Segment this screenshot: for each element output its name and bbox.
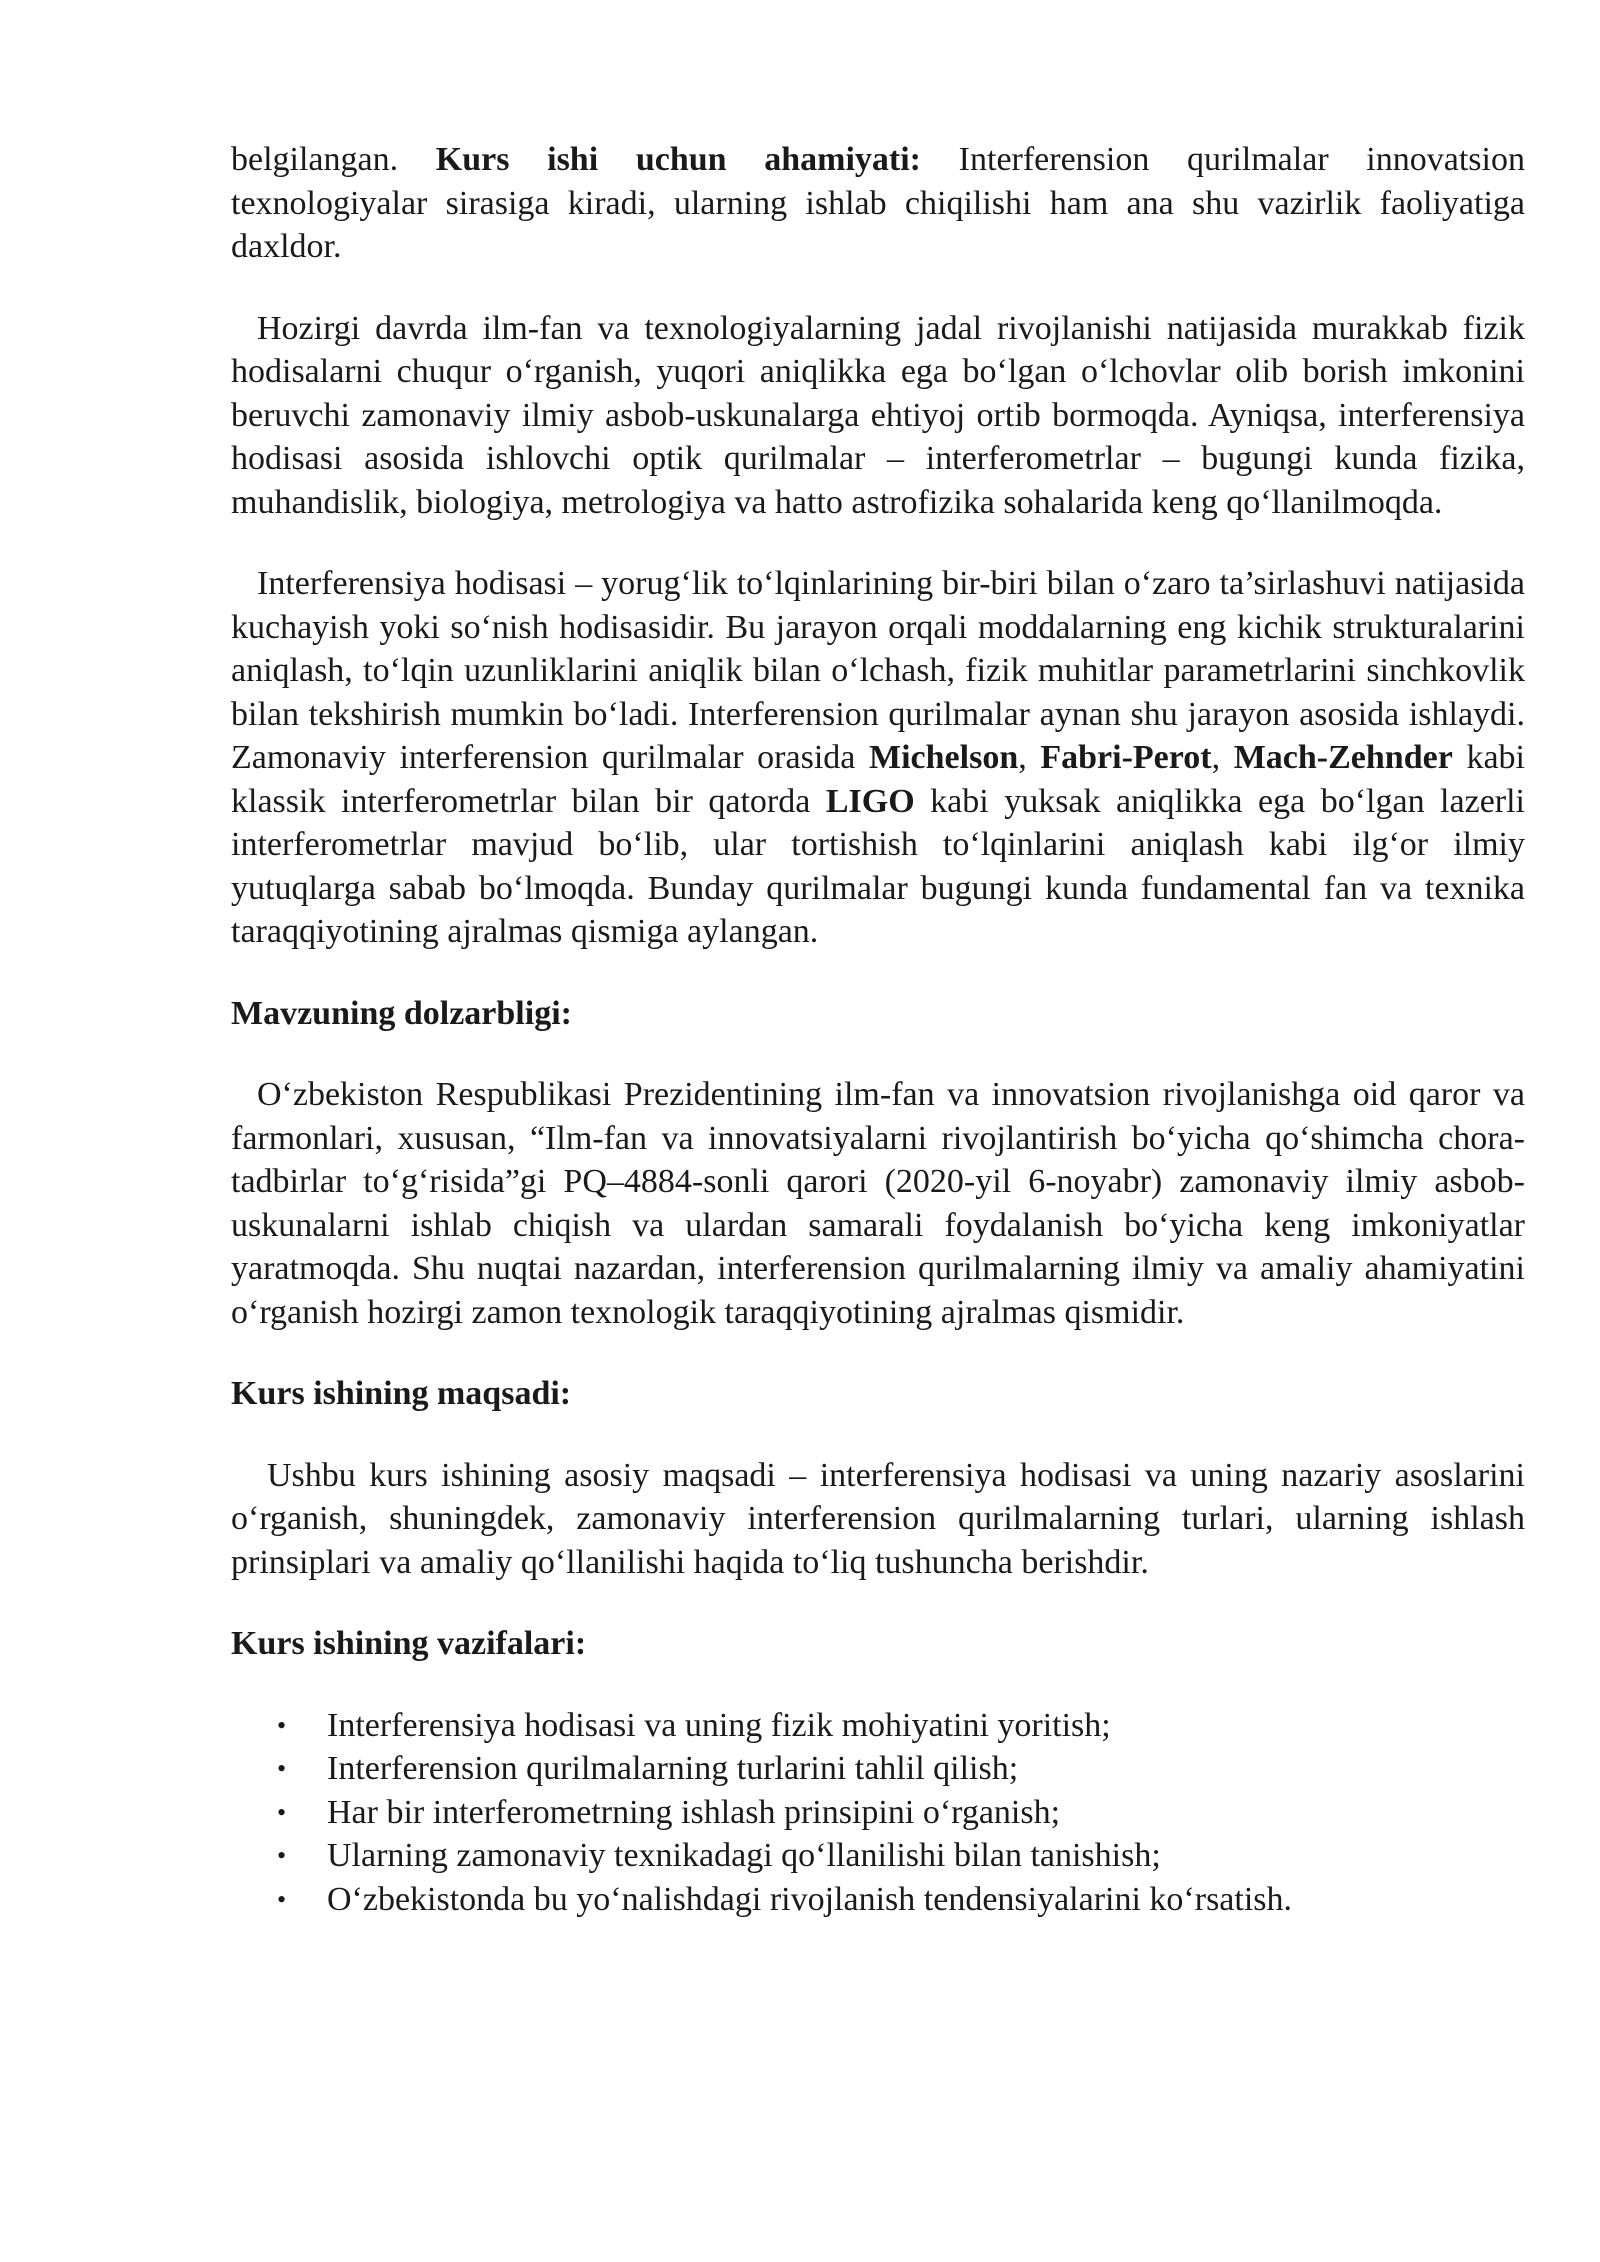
paragraph-text: Interferension qurilmalar innovatsion texnologiyalar sirasiga kiradi, ularning ishlab chiqilishi ham ana shu vazirlik faoliyatiga daxldor. [231, 141, 1525, 265]
heading-relevance: Mavzuning dolzarbligi: [231, 994, 572, 1032]
list-item-text: Interferensiya hodisasi va uning fizik mohiyatini yoritish; [327, 1706, 1111, 1744]
paragraph-significance [231, 138, 1525, 269]
list-item-text: Interferension qurilmalarning turlarini tahlil qilish; [327, 1750, 1019, 1787]
list-item [231, 1834, 1525, 1878]
bullet-icon: • [277, 1884, 287, 1914]
paragraph-introduction: Hozirgi davrda ilm-fan va texnologiyalarning jadal rivojlanishi natijasida murakkab fizik hodisalarni chuqur o‘rganish, yuqori aniqlikka ega bo‘lgan o‘lchovlar olib borish imkonini beruvchi zamonaviy ilmiy asbob-uskunalarga ehtiyoj ortib bormoqda. Ayniqsa, interferensiya hodisasi asosida ishlovchi optik qurilmalar – interferometrlar – bugungi kunda fizika, muhandislik, biologiya, metrologiya va hatto astrofizika sohalarida keng qo‘llanilmoqda. [231, 309, 1525, 521]
paragraph-goal: Ushbu kurs ishining asosiy maqsadi – interferensiya hodisasi va uning nazariy asoslarini o‘rganish, shuningdek, zamonaviy interferension qurilmalarning turlari, ularning ishlash prinsiplari va amaliy qo‘llanilishi haqida to‘liq tushuncha berishdir. [231, 1456, 1525, 1581]
paragraph-text: kabi klassik interferometrlar bilan bir qatorda [231, 739, 1525, 820]
bold-label-significance: Kurs ishi uchun ahamiyati: [435, 141, 921, 178]
bullet-icon: • [277, 1710, 287, 1740]
paragraph-relevance: O‘zbekiston Respublikasi Prezidentining ilm-fan va innovatsion rivojlanishga oid qaror va farmonlari, xususan, “Ilm-fan va innovatsiyalarni rivojlantirish bo‘yicha qo‘shimcha chora-tadbirlar to‘g‘risida”gi PQ–4884-sonli qarori (2020-yil 6-noyabr) zamonaviy ilmiy asbob-uskunalarni ishlab chiqish va ulardan samarali foydalanish bo‘yicha keng imkoniyatlar yaratmoqda. Shu nuqtai nazardan, interferension qurilmalarning ilmiy va amaliy ahamiyatini o‘rganish hozirgi zamon texnologik taraqqiyotining ajralmas qismidir. [231, 1076, 1525, 1331]
list-item-text: Har bir interferometrning ishlash prinsipini o‘rganish; [327, 1793, 1061, 1831]
heading-goal: Kurs ishining maqsadi: [231, 1375, 572, 1412]
separator-text: , [1211, 739, 1234, 776]
heading-tasks: Kurs ishining vazifalari: [231, 1625, 587, 1662]
paragraph-interference [231, 562, 1525, 954]
list-item [231, 1704, 1525, 1748]
list-item [231, 1747, 1525, 1791]
document-page [231, 138, 1525, 1921]
bullet-icon: • [277, 1797, 287, 1827]
paragraph-text: Interferensiya hodisasi – yorug‘lik to‘lqinlarining bir-biri bilan o‘zaro ta’sirlashuvi natijasida kuchayish yoki so‘nish hodisasidir. Bu jarayon orqali moddalarning eng kichik strukturalarini aniqlash, to‘lqin uzunliklarini aniqlik bilan o‘lchash, fizik muhitlar parametrlarini sinchkovlik bilan tekshirish mumkin bo‘ladi. Interferension qurilmalar aynan shu jarayon asosida ishlaydi. Zamonaviy interferension qurilmalar orasida [231, 565, 1525, 776]
bold-term-mach-zehnder: Mach-Zehnder [1233, 739, 1453, 776]
bold-term-michelson: Michelson [869, 739, 1019, 776]
tasks-list [231, 1704, 1525, 1922]
bullet-icon: • [277, 1841, 287, 1870]
bold-term-ligo: LIGO [825, 782, 915, 820]
bold-term-fabri-perot: Fabri-Perot [1040, 739, 1212, 776]
paragraph-text: kabi yuksak aniqlikka ega bo‘lgan lazerli interferometrlar mavjud bo‘lib, ular tortishish to‘lqinlarini aniqlash kabi ilg‘or ilmiy yutuqlarga sabab bo‘lmoqda. Bunday qurilmalar bugungi kunda fundamental fan va texnika taraqqiyotining ajralmas qismiga aylangan. [231, 782, 1525, 950]
list-item-text: Ularning zamonaviy texnikadagi qo‘llanilishi bilan tanishish; [327, 1837, 1161, 1874]
separator-text: , [1018, 739, 1041, 776]
paragraph-text: belgilangan. [231, 141, 436, 178]
list-item-text: O‘zbekistonda bu yo‘nalishdagi rivojlanish tendensiyalarini ko‘rsatish. [327, 1880, 1293, 1918]
list-item [231, 1791, 1525, 1835]
bullet-icon: • [277, 1754, 287, 1783]
list-item [231, 1878, 1525, 1922]
